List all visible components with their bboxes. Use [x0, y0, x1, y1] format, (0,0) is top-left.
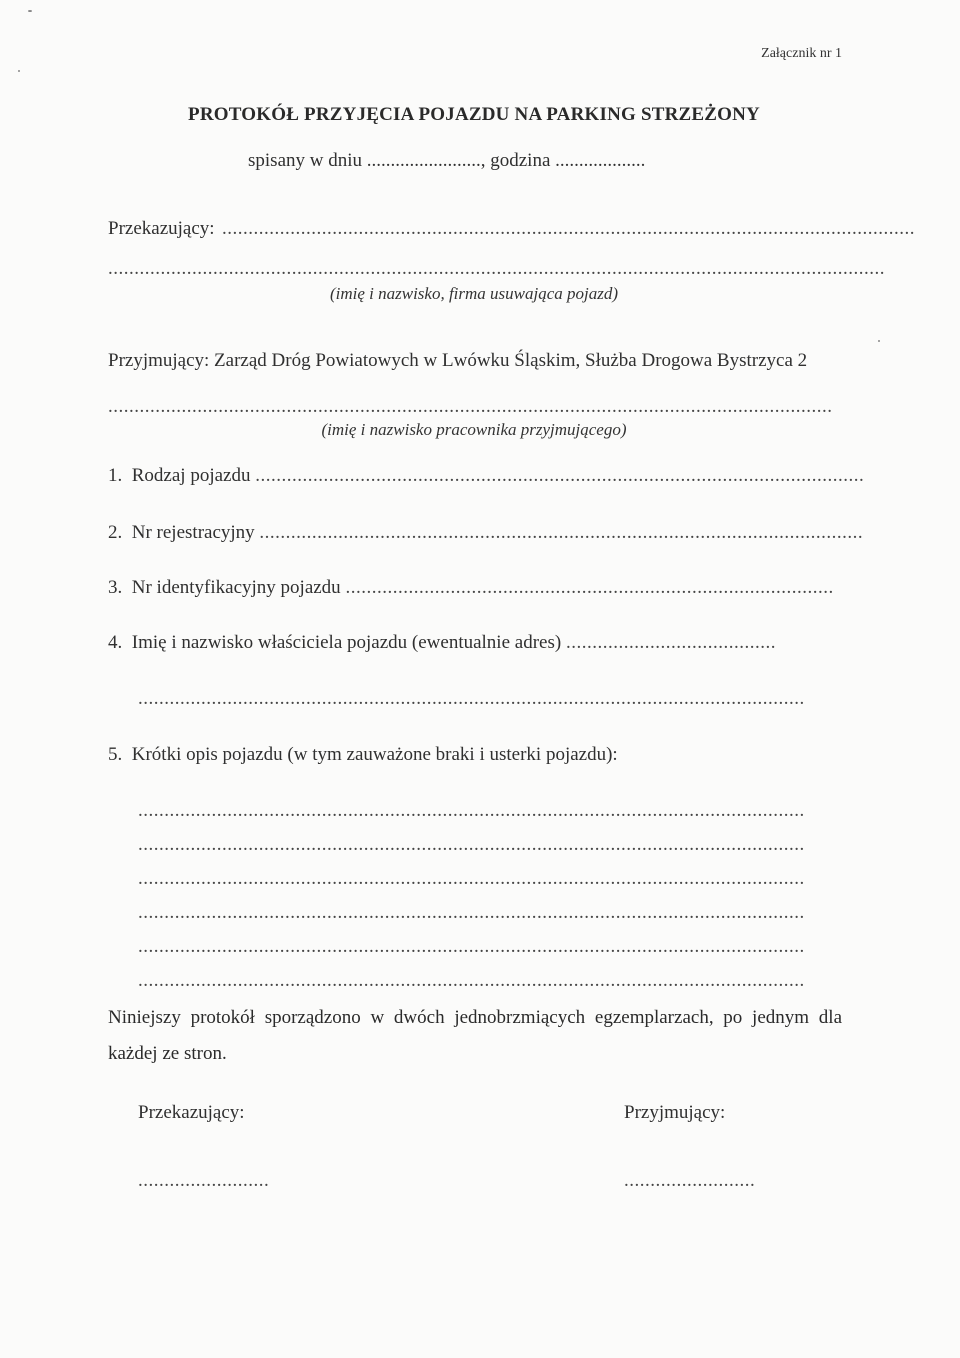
item-label: Krótki opis pojazdu (w tym zauważone braki i usterki pojazdu):: [131, 744, 618, 765]
scan-speck: [18, 70, 20, 72]
item-number: 1.: [108, 465, 123, 486]
receiving-line: Przyjmujący: Zarząd Dróg Powiatowych w Lwówku Śląskim, Służba Drogowa Bystrzyca 2: [108, 350, 808, 371]
item-number: 2.: [108, 522, 123, 543]
item-number: 5.: [108, 744, 123, 765]
handing-over-hint: (imię i nazwisko, firma usuwająca pojazd): [329, 284, 619, 303]
vin-dots-field[interactable]: .............................................................................................: [345, 577, 834, 598]
handing-over-label: Przekazujący:: [108, 218, 215, 239]
item-vehicle-type: [108, 465, 865, 487]
description-dots-field[interactable]: ...............................................................................................................................: [138, 868, 805, 889]
item-label: Nr rejestracyjny: [131, 522, 255, 543]
item-label: Nr identyfikacyjny pojazdu: [131, 577, 341, 598]
description-dots-field[interactable]: ...............................................................................................................................: [138, 970, 805, 991]
scan-speck: [28, 10, 32, 12]
day-dots-field[interactable]: ........................: [366, 150, 481, 171]
item-number: 4.: [108, 632, 123, 653]
closing-line-2: każdej ze stron.: [108, 1043, 227, 1064]
receiving-hint: (imię i nazwisko pracownika przyjmującego): [321, 420, 627, 439]
scan-speck: [878, 340, 880, 342]
written-on-day-label: spisany w dniu: [248, 150, 362, 171]
time-label: , godzina: [480, 150, 551, 171]
description-dots-field[interactable]: ...............................................................................................................................: [138, 834, 805, 855]
description-dots-field[interactable]: ...............................................................................................................................: [138, 902, 805, 923]
handing-over-dots-field-2[interactable]: ....................................................................................................................................................: [108, 258, 885, 279]
annex-label: Załącznik nr 1: [761, 46, 842, 61]
registration-dots-field[interactable]: ...................................................................................................................: [259, 522, 864, 543]
written-date-line: [248, 150, 645, 172]
description-dots-field[interactable]: ...............................................................................................................................: [138, 800, 805, 821]
item-number: 3.: [108, 577, 123, 598]
owner-extra-dots-field[interactable]: ...............................................................................................................................: [138, 688, 805, 709]
handing-over-dots-field[interactable]: ....................................................................................................................................: [222, 218, 915, 239]
signature-left-label: Przekazujący:: [138, 1102, 245, 1123]
signature-right-label: Przyjmujący:: [624, 1102, 726, 1123]
item-label: Rodzaj pojazdu: [131, 465, 251, 486]
signature-right-dots-field[interactable]: .........................: [624, 1170, 756, 1191]
vehicle-type-dots-field[interactable]: ....................................................................................................................: [255, 465, 865, 486]
description-dots-field[interactable]: ...............................................................................................................................: [138, 936, 805, 957]
receiving-dots-field[interactable]: ..........................................................................................................................................: [108, 396, 833, 417]
item-vin: [108, 577, 840, 599]
signature-left-dots-field[interactable]: .........................: [138, 1170, 270, 1191]
document-title: PROTOKÓŁ PRZYJĘCIA POJAZDU NA PARKING STRZEŻONY: [188, 104, 760, 125]
time-dots-field[interactable]: ...................: [555, 150, 646, 171]
closing-paragraph: [108, 1000, 842, 1072]
item-registration: [108, 522, 864, 544]
item-label: Imię i nazwisko właściciela pojazdu (ewentualnie adres): [131, 632, 562, 653]
closing-line-1: Niniejszy protokół sporządzono w dwóch jednobrzmiących egzemplarzach, po jednym dla: [108, 1007, 842, 1028]
item-owner: [108, 632, 840, 654]
item-description: [108, 744, 618, 766]
owner-dots-field[interactable]: ........................................: [565, 632, 776, 653]
